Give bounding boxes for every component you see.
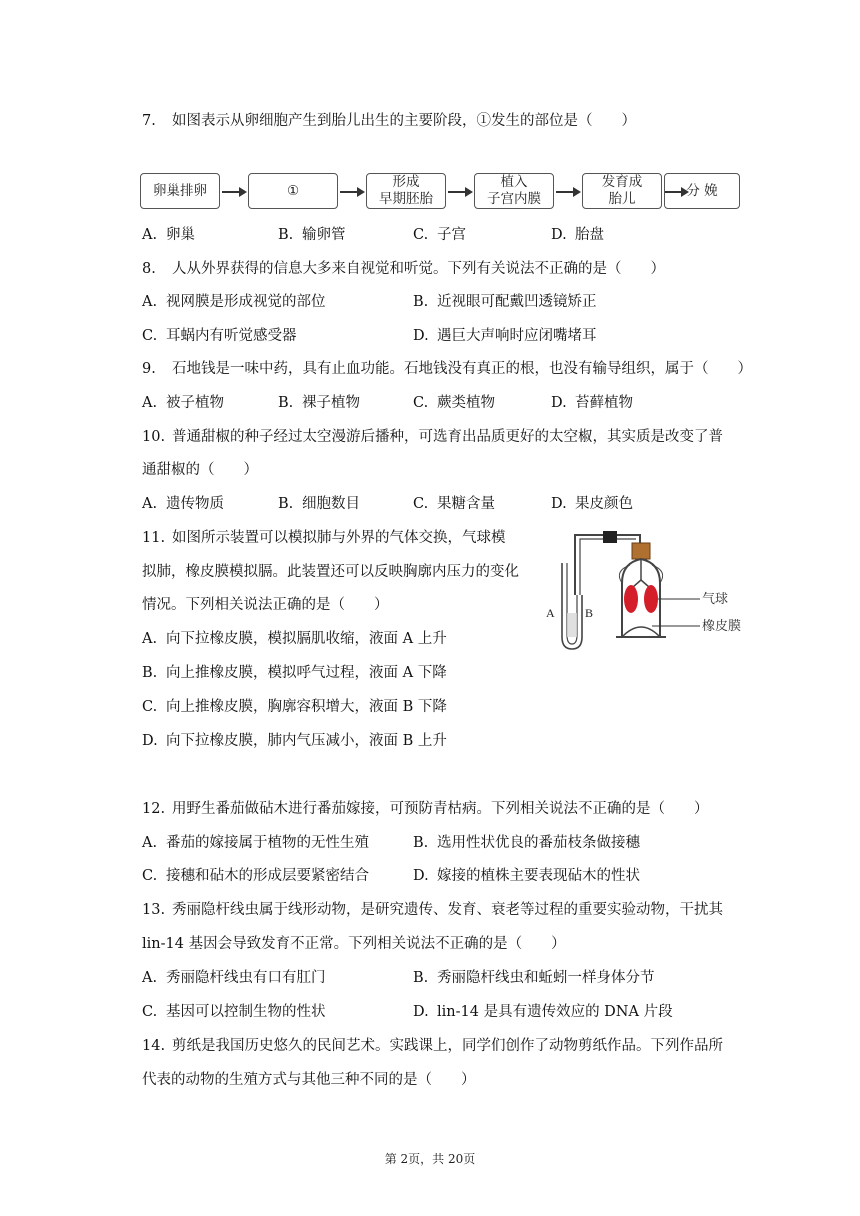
flow-step-4: 植入 子宫内膜 [474, 173, 554, 209]
q9-option-b[interactable]: B. 裸子植物 [278, 395, 360, 411]
q8-stem [142, 259, 665, 279]
balloon-left [624, 585, 638, 613]
q7-option-c[interactable]: C. 子宫 [413, 227, 466, 243]
q13-option-b[interactable]: B. 秀丽隐杆线虫和蚯蚓一样身体分节 [413, 970, 655, 986]
q9-option-c[interactable]: C. 蕨类植物 [413, 395, 495, 411]
q14-stem-line2: 代表的动物的生殖方式与其他三种不同的是（ ） [142, 1072, 476, 1088]
q11-option-a[interactable]: A. 向下拉橡皮膜，模拟膈肌收缩，液面 A 上升 [142, 631, 447, 647]
tube-clamp [603, 531, 617, 543]
q10-stem-line1: 10. 普通甜椒的种子经过太空漫游后播种，可选育出品质更好的太空椒，其实质是改变了普 [142, 429, 723, 445]
q10-number: 10. [142, 429, 166, 445]
q9-option-a[interactable]: A. 被子植物 [142, 395, 224, 411]
q12-option-b[interactable]: B. 选用性状优良的番茄枝条做接穗 [413, 835, 640, 851]
label-b: B [585, 606, 594, 620]
balloon-right [644, 585, 658, 613]
q9-text: 石地钱是一味中药，具有止血功能。石地钱没有真正的根，也没有输导组织，属于（ ） [172, 361, 752, 377]
q11-option-c[interactable]: C. 向上推橡皮膜，胸廓容积增大，液面 B 下降 [142, 699, 447, 715]
flow-arrow-1 [222, 191, 240, 193]
q14-number: 14. [142, 1038, 166, 1054]
q10-option-a[interactable]: A. 遗传物质 [142, 496, 224, 512]
q7-text: 如图表示从卵细胞产生到胎儿出生的主要阶段，①发生的部位是（ ） [172, 113, 636, 129]
q8-number: 8. [142, 261, 156, 277]
q9-number: 9. [142, 361, 156, 377]
q12-number: 12. [142, 801, 166, 817]
q10-option-c[interactable]: C. 果糖含量 [413, 496, 495, 512]
q7-option-b[interactable]: B. 输卵管 [278, 227, 346, 243]
q7-flow-diagram [140, 171, 740, 215]
q12-option-d[interactable]: D. 嫁接的植株主要表现砧木的性状 [413, 868, 640, 884]
flow-arrow-2 [340, 191, 358, 193]
q11-option-b[interactable]: B. 向上推橡皮膜，模拟呼气过程，液面 A 下降 [142, 665, 447, 681]
flow-arrow-4 [556, 191, 574, 193]
q13-stem-line1: 13. 秀丽隐杆线虫属于线形动物，是研究遗传、发育、衰老等过程的重要实验动物，干扰其 [142, 902, 723, 918]
q7-stem [142, 111, 636, 131]
q8-option-b[interactable]: B. 近视眼可配戴凹透镜矫正 [413, 294, 597, 310]
flow-step-6: 分 娩 [664, 173, 740, 209]
rubber-membrane [622, 627, 660, 637]
q11-stem-line3: 情况。下列相关说法正确的是（ ） [142, 597, 389, 613]
q10-option-b[interactable]: B. 细胞数目 [278, 496, 360, 512]
q8-option-a[interactable]: A. 视网膜是形成视觉的部位 [142, 294, 326, 310]
q8-option-c[interactable]: C. 耳蜗内有听觉感受器 [142, 328, 297, 344]
flow-step-1: 卵巢排卵 [140, 173, 220, 209]
q12-option-a[interactable]: A. 番茄的嫁接属于植物的无性生殖 [142, 835, 369, 851]
q11-stem-line2: 拟肺，橡皮膜模拟膈。此装置还可以反映胸廓内压力的变化 [142, 564, 519, 580]
q7-number: 7. [142, 113, 156, 129]
q14-stem-line1: 14. 剪纸是我国历史悠久的民间艺术。实践课上，同学们创作了动物剪纸作品。下列作品所 [142, 1038, 723, 1054]
flow-step-5: 发育成 胎儿 [582, 173, 662, 209]
stopper [632, 543, 650, 559]
q12-stem [142, 799, 709, 819]
q11-lung-model-figure [540, 525, 770, 655]
label-a: A [546, 606, 555, 620]
q10-stem-line2: 通甜椒的（ ） [142, 462, 258, 478]
label-membrane: 橡皮膜 [702, 618, 742, 633]
q9-stem [142, 359, 752, 379]
q12-text: 用野生番茄做砧木进行番茄嫁接，可预防青枯病。下列相关说法不正确的是（ ） [172, 801, 709, 817]
q11-number: 11. [142, 530, 166, 546]
u-tube-liquid [567, 613, 577, 637]
q11-stem-line1: 11. 如图所示装置可以模拟肺与外界的气体交换，气球模 [142, 530, 506, 546]
q8-text: 人从外界获得的信息大多来自视觉和听觉。下列有关说法不正确的是（ ） [172, 261, 665, 277]
q8-option-d[interactable]: D. 遇巨大声响时应闭嘴堵耳 [413, 328, 597, 344]
q13-option-d[interactable]: D. lin-14 是具有遗传效应的 DNA 片段 [413, 1004, 673, 1020]
flow-step-2: ① [248, 173, 338, 209]
page-footer: 第 2页，共 20页 [384, 1152, 476, 1166]
q11-option-d[interactable]: D. 向下拉橡皮膜，肺内气压减小，液面 B 上升 [142, 733, 447, 749]
q9-option-d[interactable]: D. 苔藓植物 [551, 395, 633, 411]
q13-number: 13. [142, 902, 166, 918]
q12-option-c[interactable]: C. 接穗和砧木的形成层要紧密结合 [142, 868, 369, 884]
q13-option-c[interactable]: C. 基因可以控制生物的性状 [142, 1004, 326, 1020]
q10-option-d[interactable]: D. 果皮颜色 [551, 496, 633, 512]
q13-stem-line2: lin-14 基因会导致发育不正常。下列相关说法不正确的是（ ） [142, 936, 566, 952]
q7-option-d[interactable]: D. 胎盘 [551, 227, 604, 243]
q13-option-a[interactable]: A. 秀丽隐杆线虫有口有肛门 [142, 970, 326, 986]
q7-option-a[interactable]: A. 卵巢 [142, 227, 195, 243]
label-balloon: 气球 [702, 591, 729, 606]
flow-arrow-3 [448, 191, 466, 193]
flow-step-3: 形成 早期胚胎 [366, 173, 446, 209]
